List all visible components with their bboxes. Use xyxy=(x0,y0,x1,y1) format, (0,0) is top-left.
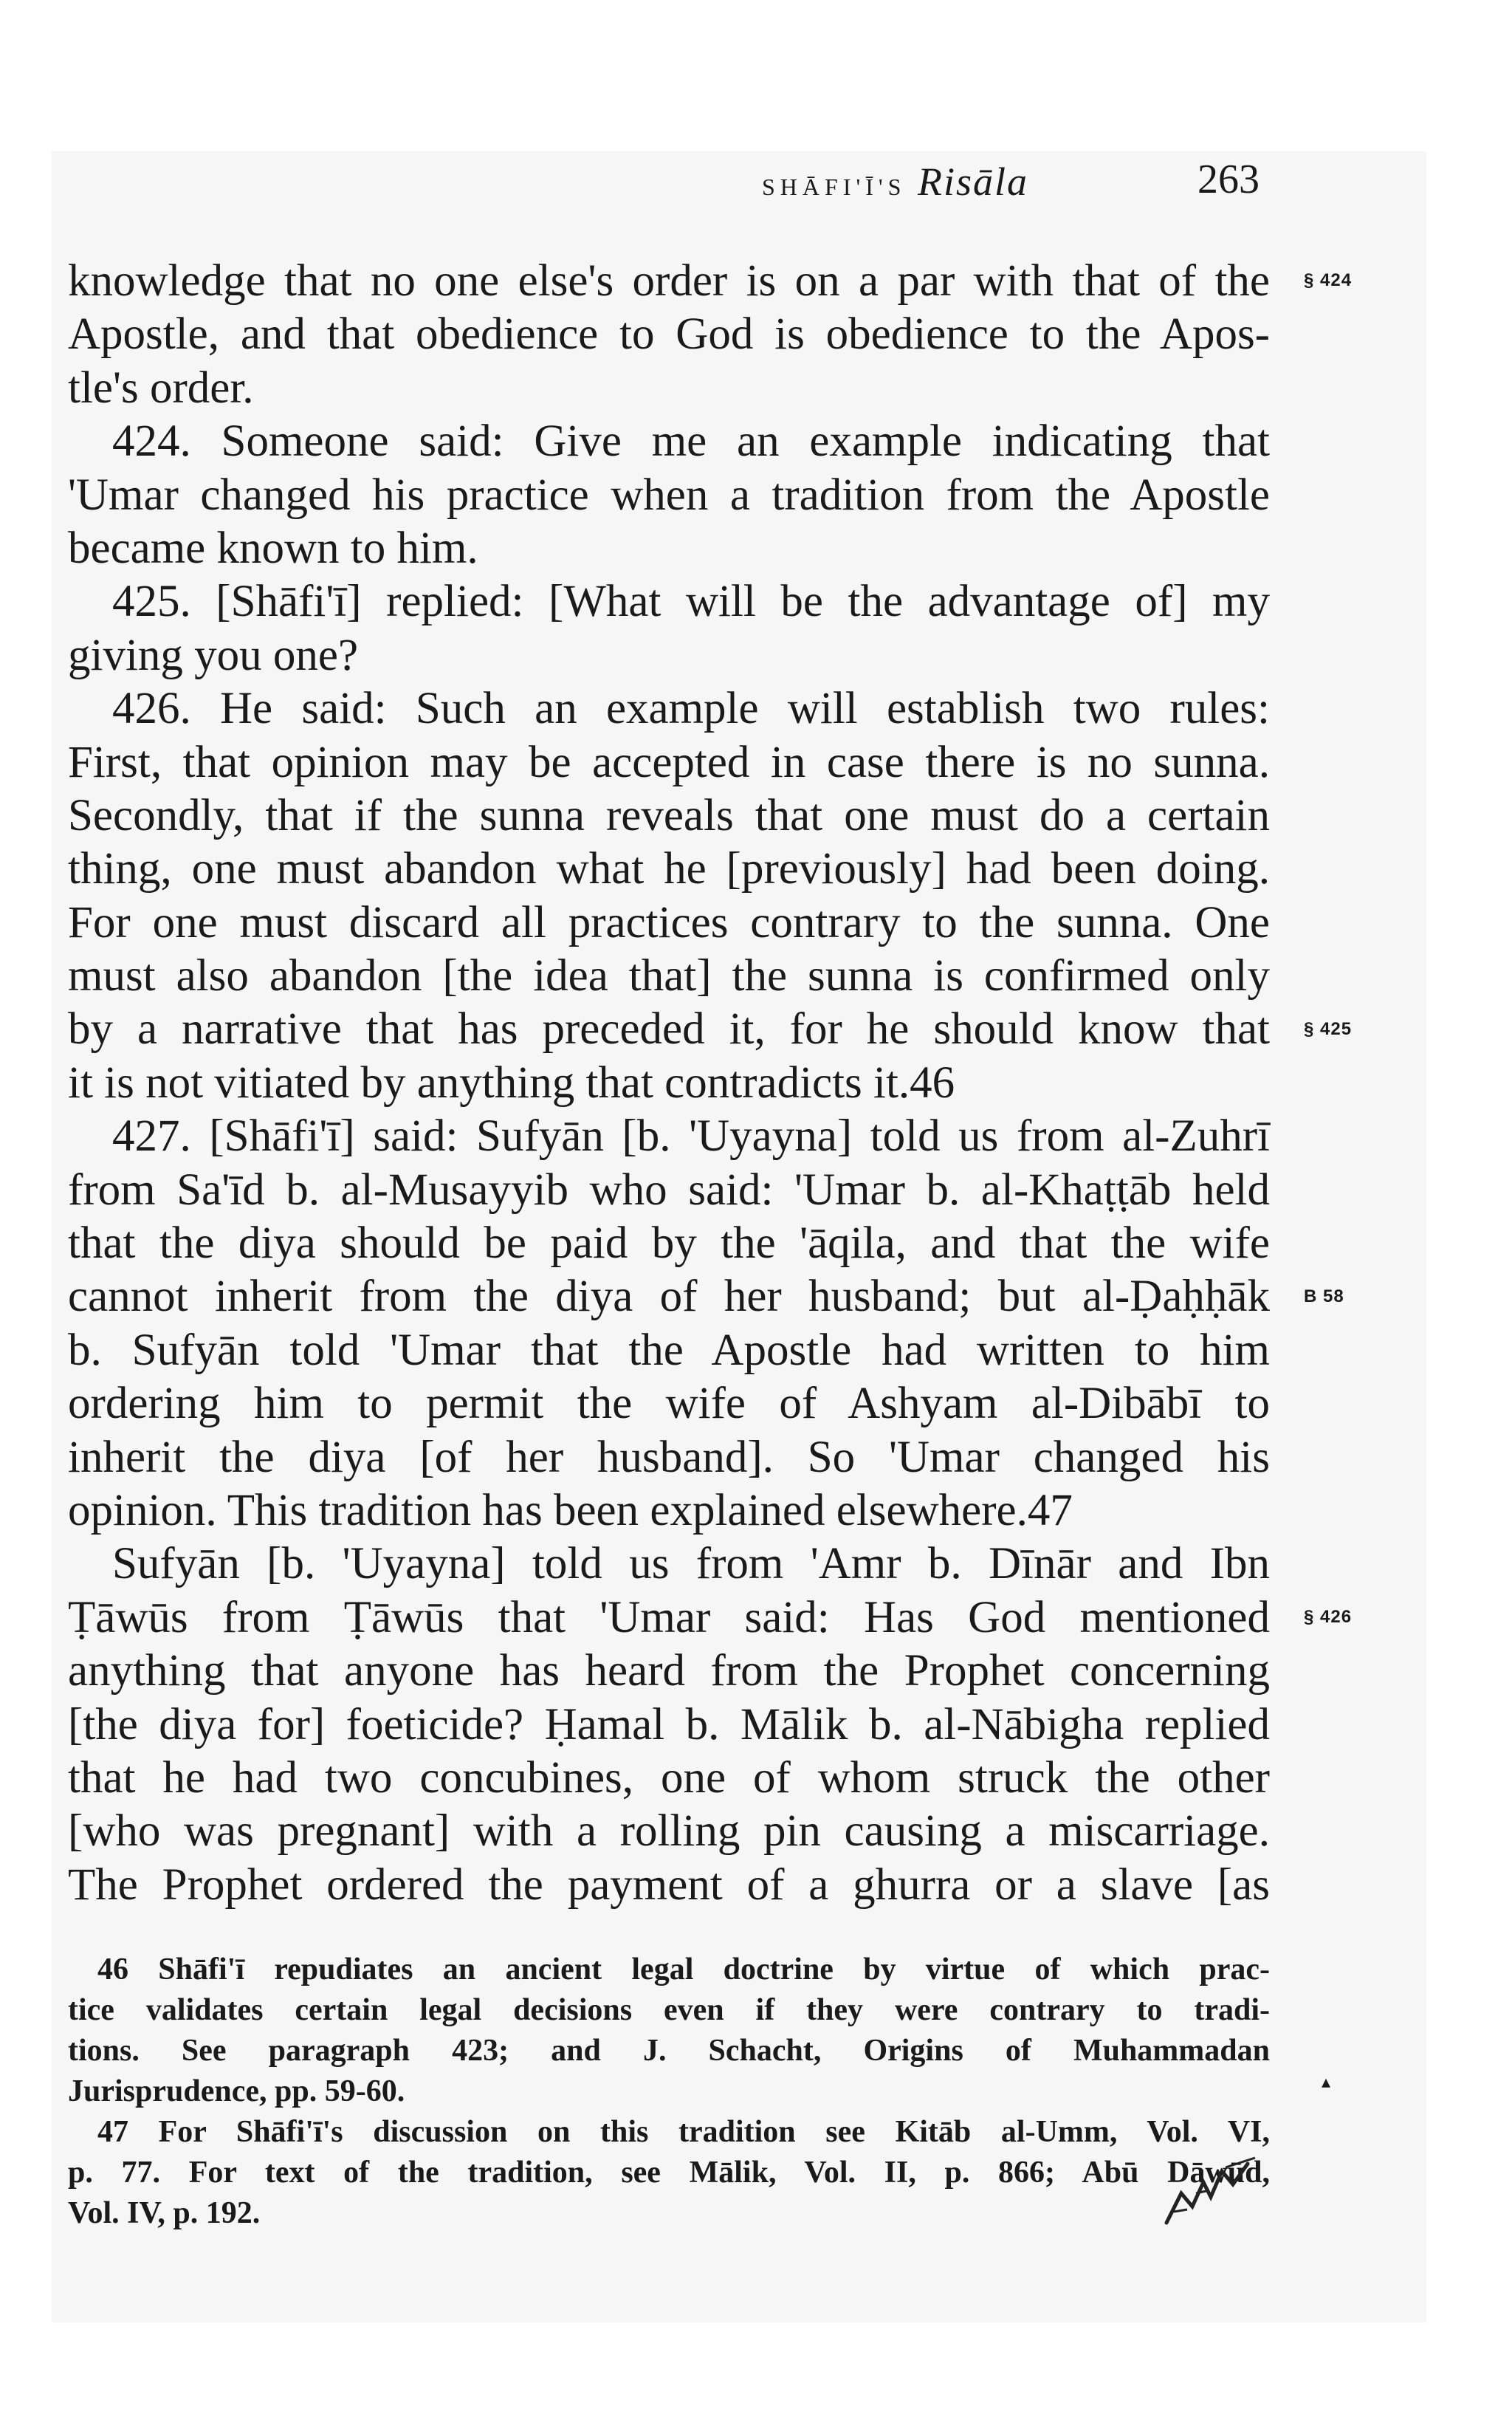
text-line: 425. [Shāfi'ī] replied: [What will be the advantage of] my xyxy=(112,577,1270,627)
text-line: from Sa'īd b. al-Musayyib who said: 'Umar b. al-Khaṭṭāb held xyxy=(68,1165,1270,1215)
text-line: Apostle, and that obedience to God is obedience to the Apos- xyxy=(68,309,1270,360)
text-line: [the diya for] foeticide? Ḥamal b. Mālik b. al-Nābigha replied xyxy=(68,1699,1270,1749)
page-number: 263 xyxy=(1197,157,1260,202)
ink-speck: ▴ xyxy=(1322,2071,1331,2092)
text-line: became known to him. xyxy=(68,523,478,573)
footnote-line: tice validates certain legal decisions even if they were contrary to tradi- xyxy=(68,1993,1270,2027)
text-line: by a narrative that has preceded it, for he should know that xyxy=(68,1004,1270,1055)
footnote-line: 46 Shāfi'ī repudiates an ancient legal doctrine by virtue of which prac- xyxy=(97,1953,1270,1986)
text-line: knowledge that no one else's order is on a par with that of the xyxy=(68,256,1270,306)
ink-scribble xyxy=(1152,2142,1270,2230)
text-line: thing, one must abandon what he [previously] had been doing. xyxy=(68,844,1270,894)
text-line: that he had two concubines, one of whom struck the other xyxy=(68,1752,1270,1803)
text-line: The Prophet ordered the payment of a ghurra or a slave [as xyxy=(68,1859,1270,1910)
text-line: Sufyān [b. 'Uyayna] told us from 'Amr b. Dīnār and Ibn xyxy=(112,1539,1270,1589)
text-line: it is not vitiated by anything that contradicts it.46 xyxy=(68,1057,955,1108)
text-line: ordering him to permit the wife of Ashyam al-Dibābī to xyxy=(68,1379,1270,1429)
text-line: cannot inherit from the diya of her husband; but al-Ḍaḥḥāk xyxy=(68,1272,1270,1322)
text-line: that the diya should be paid by the 'āqila, and that the wife xyxy=(68,1218,1270,1269)
text-line: 427. [Shāfi'ī] said: Sufyān [b. 'Uyayna] told us from al-Zuhrī xyxy=(112,1111,1270,1162)
text-line: 426. He said: Such an example will establish two rules: xyxy=(112,684,1270,734)
text-line: [who was pregnant] with a rolling pin causing a miscarriage. xyxy=(68,1806,1270,1857)
margin-ref-426: § 426 xyxy=(1304,1607,1353,1627)
text-line: tle's order. xyxy=(68,363,254,413)
text-line: Secondly, that if the sunna reveals that one must do a certain xyxy=(68,790,1270,840)
text-line: anything that anyone has heard from the Prophet concerning xyxy=(68,1646,1270,1696)
text-line: inherit the diya [of her husband]. So 'Umar changed his xyxy=(68,1432,1270,1482)
text-line: must also abandon [the idea that] the sunna is confirmed only xyxy=(68,951,1270,1001)
footnote-line: 47 For Shāfi'ī's discussion on this tradition see Kitāb al-Umm, Vol. VI, xyxy=(97,2115,1270,2149)
footnote-line: Vol. IV, p. 192. xyxy=(68,2196,261,2230)
text-line: giving you one? xyxy=(68,630,359,680)
text-line: First, that opinion may be accepted in case there is no sunna. xyxy=(68,737,1270,787)
text-line: b. Sufyān told 'Umar that the Apostle had written to him xyxy=(68,1325,1270,1375)
text-line: 424. Someone said: Give me an example indicating that xyxy=(112,416,1270,467)
running-title-author: SHĀFI'Ī'S xyxy=(762,174,907,200)
main-text xyxy=(68,255,1270,1912)
page-header xyxy=(68,159,1268,210)
footnote-line: Jurisprudence, pp. 59-60. xyxy=(68,2074,405,2108)
text-line: For one must discard all practices contrary to the sunna. One xyxy=(68,897,1270,947)
running-title-work: Risāla xyxy=(917,160,1028,204)
margin-ref-424: § 424 xyxy=(1304,270,1353,290)
footnotes xyxy=(68,1950,1270,2234)
text-line: opinion. This tradition has been explained elsewhere.47 xyxy=(68,1485,1073,1535)
running-title xyxy=(762,159,1028,205)
margin-ref-b58: B 58 xyxy=(1304,1286,1344,1306)
footnote-line: tions. See paragraph 423; and J. Schacht, Origins of Muhammadan xyxy=(68,2034,1270,2068)
text-line: 'Umar changed his practice when a tradition from the Apostle xyxy=(68,470,1270,520)
footnote-line: p. 77. For text of the tradition, see Mālik, Vol. II, p. 866; Abū Dāwūd, xyxy=(68,2156,1270,2190)
text-line: Ṭāwūs from Ṭāwūs that 'Umar said: Has God mentioned xyxy=(68,1592,1270,1642)
margin-ref-425: § 425 xyxy=(1304,1019,1353,1039)
